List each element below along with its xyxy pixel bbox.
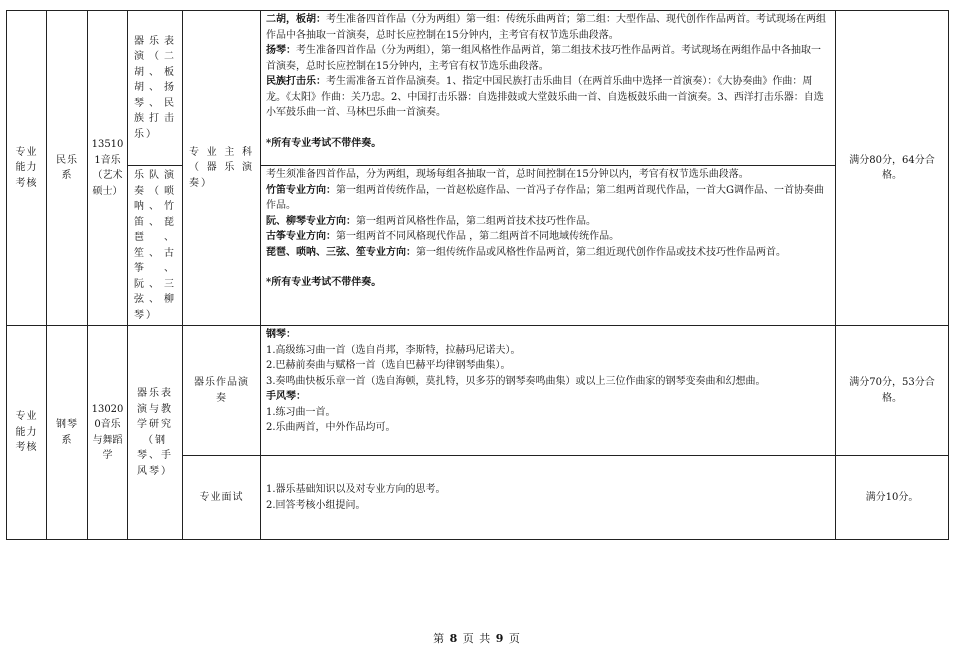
total-pages-number: 9: [495, 632, 505, 645]
table-row: [7, 326, 949, 456]
direction-cell: 器乐表演与教学研究（钢琴、手风琴）: [128, 326, 183, 540]
requirement-item: 1.高级练习曲一首（选自肖邦，李斯特，拉赫玛尼诺夫）。: [266, 344, 521, 356]
exam-requirements-table: [6, 10, 949, 540]
requirements-cell: [261, 166, 836, 326]
score-cell: 满分10分。: [836, 456, 949, 540]
requirement-item: 1.练习曲一首。: [266, 406, 336, 418]
table-row: [7, 166, 949, 326]
no-accompaniment-note: *所有专业考试不带伴奏。: [266, 137, 382, 149]
page-footer: 第 8 页 共 9 页: [433, 632, 521, 645]
direction-cell: 乐队演奏（唢呐、竹笛、琵琶、笙、古筝、阮、三弦、柳琴）: [128, 166, 183, 326]
category-cell: 专业能力考核: [7, 326, 47, 540]
requirement-item: 竹笛专业方向：第一组两首传统作品，一首赵松庭作品、一首冯子存作品；第二组两首现代作品，一首大G调作品、一首协奏曲作品。: [266, 184, 824, 211]
requirement-item: 民族打击乐：考生需准备五首作品演奏。1、指定中国民族打击乐曲目（在两首乐曲中选择一首演奏）：《大协奏曲》作曲：周龙。《太阳》作曲：关乃忠。2、中国打击乐器：自选排鼓或大堂鼓乐曲一首、自选板鼓乐曲一首演奏。3、西洋打击乐器：自选小军鼓乐曲一首、马林巴乐曲一首演奏。: [266, 76, 824, 118]
no-accompaniment-note: *所有专业考试不带伴奏。: [266, 277, 382, 288]
department-cell: 钢琴系: [47, 326, 88, 540]
department-cell: 民乐系: [47, 11, 88, 326]
requirement-item: 2.乐曲两首，中外作品均可。: [266, 422, 396, 433]
instrument-label: 钢琴：: [266, 329, 296, 340]
requirement-item: 2.回答考核小组提问。: [266, 499, 366, 511]
current-page-number: 8: [449, 632, 459, 645]
requirement-item: 扬琴：考生准备四首作品（分为两组），第一组风格性作品两首，第二组技术技巧性作品两首。考试现场在两组作品中各抽取一首演奏，总时长应控制在15分钟内，主考官有权节选乐曲段落。: [266, 45, 821, 72]
category-cell: 专业能力考核: [7, 11, 47, 326]
requirement-item: 二胡，板胡：考生准备四首作品（分为两组）第一组：传统乐曲两首；第二组：大型作品、现代创作作品两首。考试现场在两组作品中各抽取一首演奏，总时长应控制在15分钟内，主考官有权节选乐曲段落。: [266, 14, 826, 41]
requirement-item: 2.巴赫前奏曲与赋格一首（选自巴赫平均律钢琴曲集）。: [266, 360, 511, 371]
requirement-item: 琵琶、唢呐、三弦、笙专业方向：第一组传统作品或风格性作品两首，第二组近现代创作作品或技术技巧性作品两首。: [266, 246, 786, 258]
requirement-item: 1.器乐基础知识以及对专业方向的思考。: [266, 484, 446, 495]
major-cell: 130200音乐与舞蹈学: [88, 326, 128, 540]
major-cell: 135101音乐（艺术硕士）: [88, 11, 128, 326]
subject-cell: 专业主科（器乐演奏）: [183, 11, 261, 326]
direction-cell: 器乐表演（二胡、板胡、扬琴、民族打击乐）: [128, 11, 183, 166]
requirement-item: 3.奏鸣曲快板乐章一首（选自海顿，莫扎特，贝多芬的钢琴奏鸣曲集）或以上三位作曲家的钢琴变奏曲和幻想曲。: [266, 375, 766, 387]
score-cell: 满分80分，64分合格。: [836, 11, 949, 326]
requirements-cell: [261, 456, 836, 540]
subject-cell: 器乐作品演奏: [183, 326, 261, 456]
instrument-label: 手风琴：: [266, 391, 306, 402]
score-cell: 满分70分，53分合格。: [836, 326, 949, 456]
requirement-intro: 考生须准备四首作品，分为两组，现场每组各抽取一首，总时间控制在15分钟以内，考官有权节选乐曲段落。: [266, 169, 749, 180]
requirement-item: 古筝专业方向：第一组两首不同风格现代作品 ，第二组两首不同地域传统作品。: [266, 231, 620, 242]
table-row: [7, 11, 949, 166]
requirements-cell: [261, 11, 836, 166]
requirements-cell: [261, 326, 836, 456]
requirement-item: 阮、柳琴专业方向：第一组两首风格性作品，第二组两首技术技巧性作品。: [266, 215, 596, 227]
subject-cell: 专业面试: [183, 456, 261, 540]
